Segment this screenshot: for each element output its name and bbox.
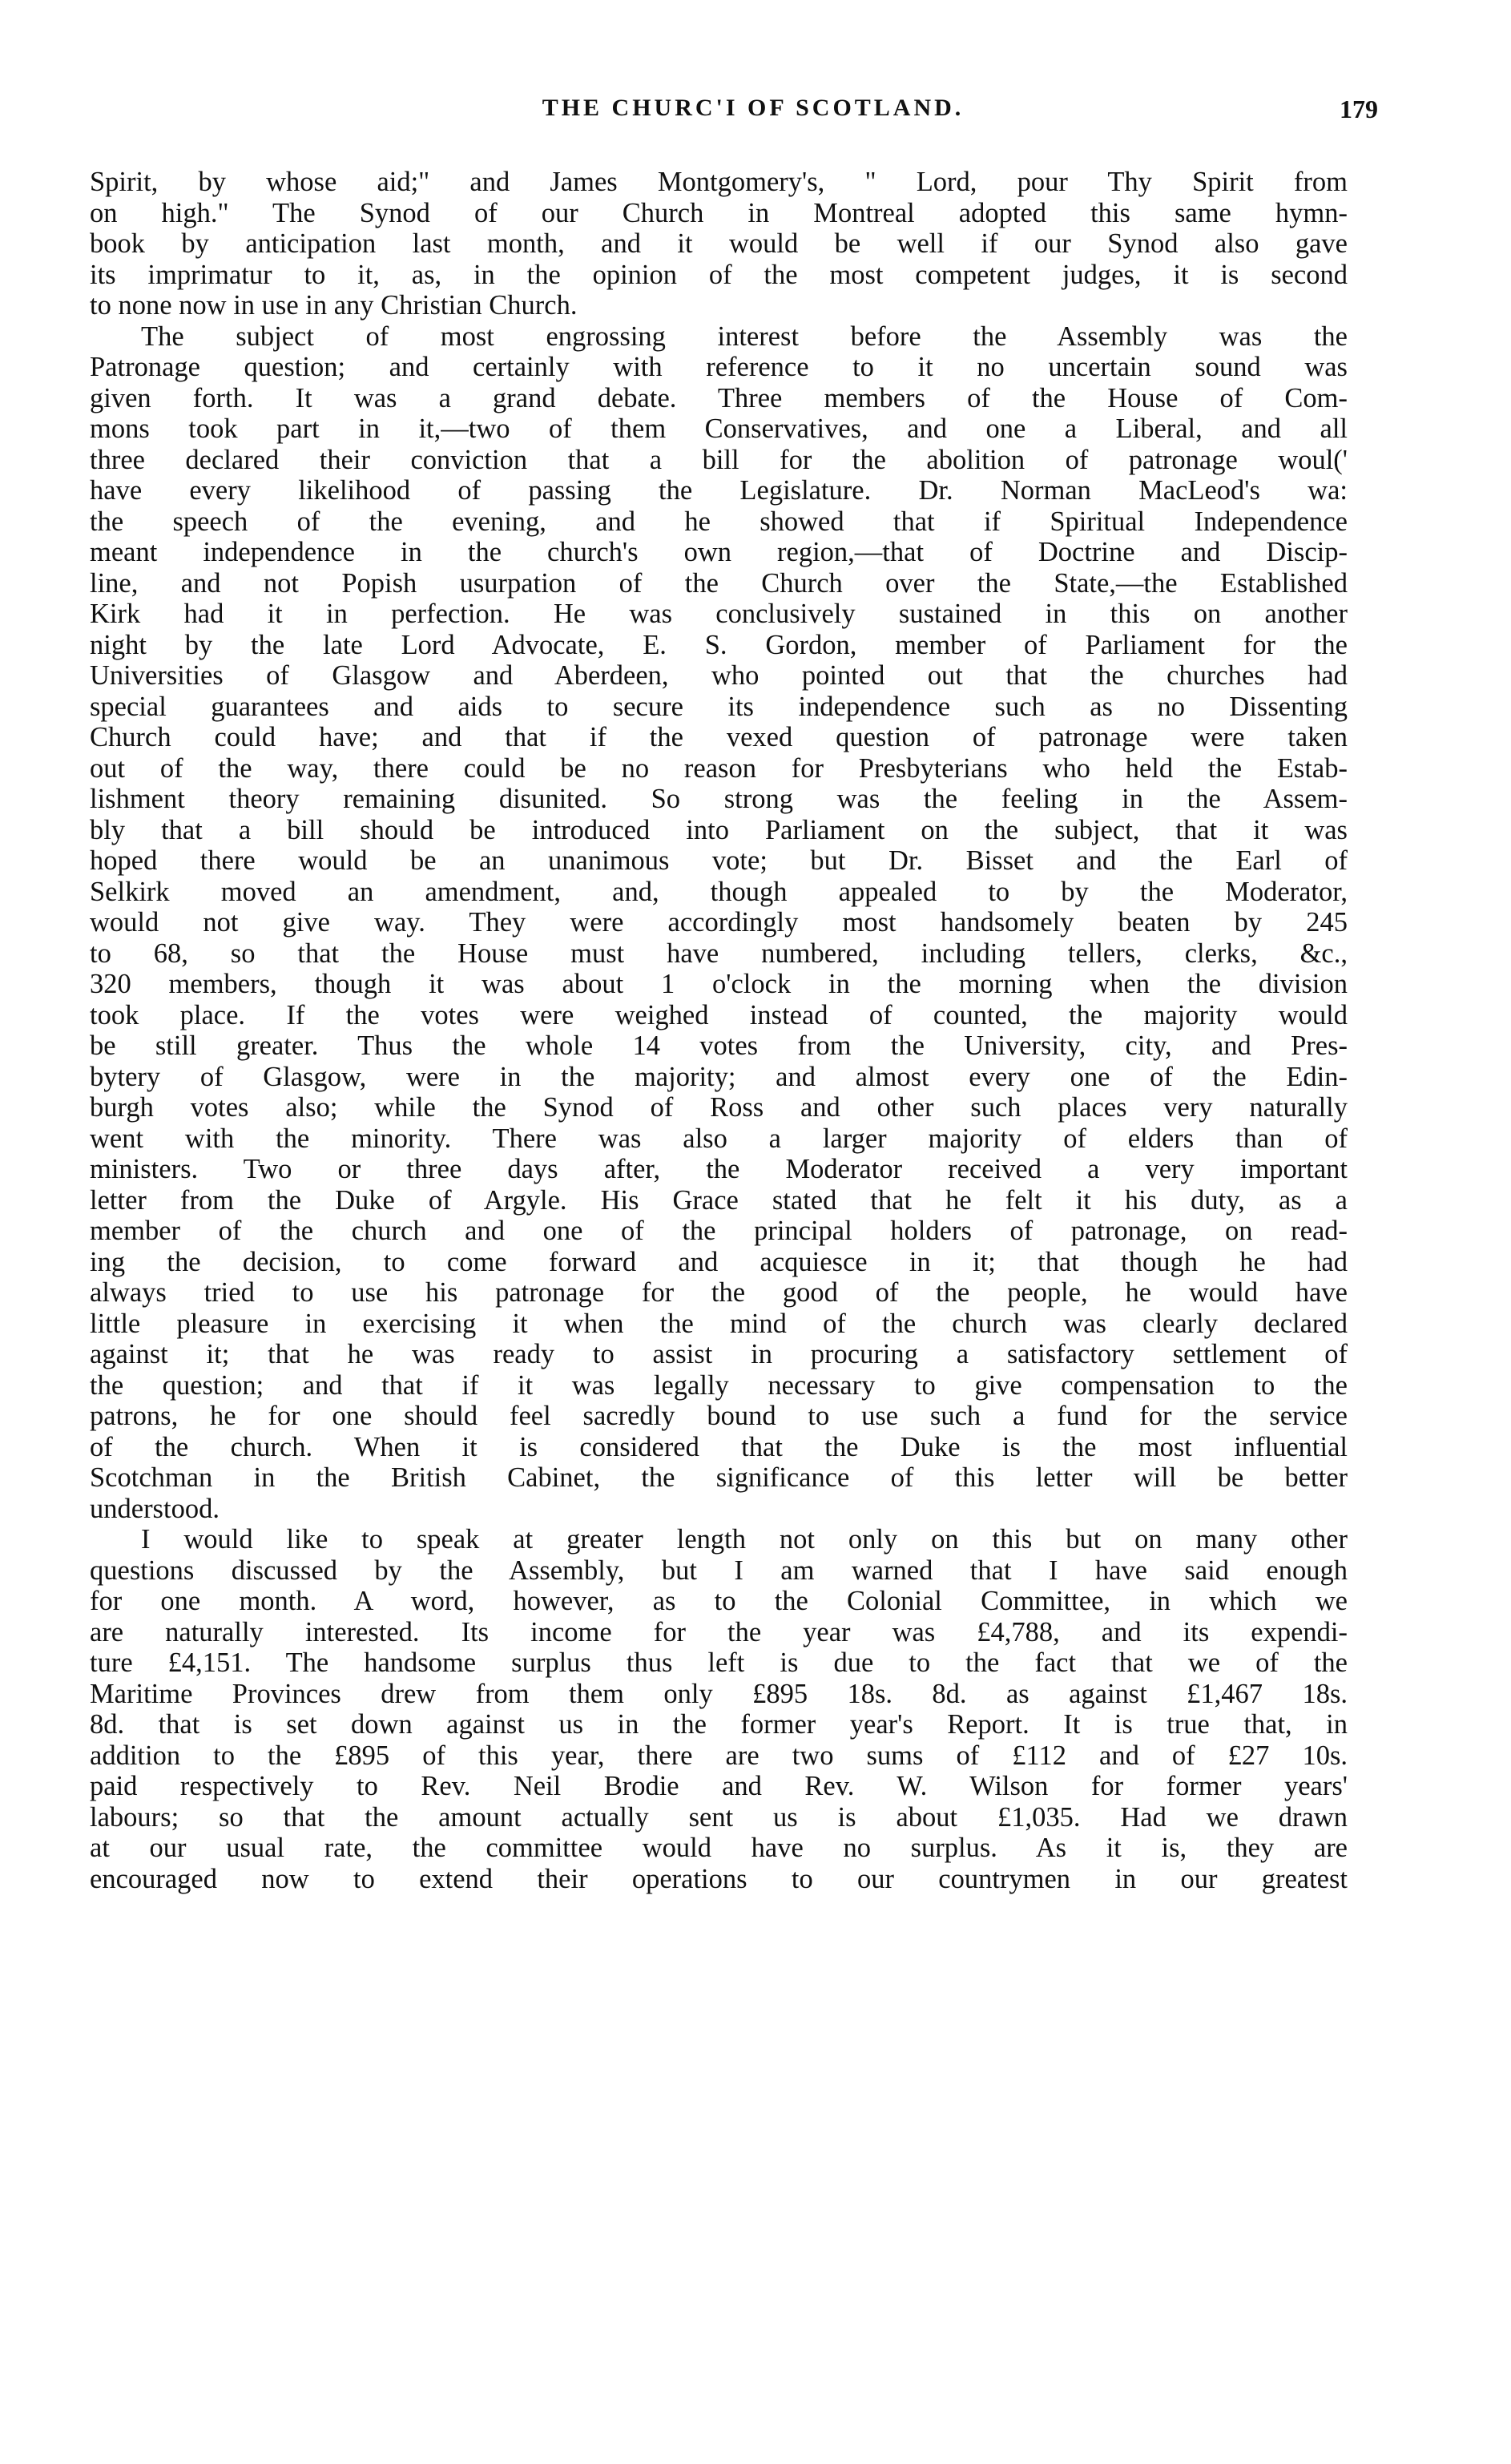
text-line: are naturally interested. Its income for the year was £4,788, and its expendi-: [90, 1616, 1348, 1647]
text-line: hoped there would be an unanimous vote; but Dr. Bisset and the Earl of: [90, 845, 1348, 876]
text-line: against it; that he was ready to assist in procuring a satisfactory settlement of: [90, 1339, 1348, 1369]
text-line: member of the church and one of the principal holders of patronage, on read-: [90, 1216, 1348, 1246]
text-line: to 68, so that the House must have numbered, including tellers, clerks, &c.,: [90, 938, 1348, 969]
text-line: Maritime Provinces drew from them only £895 18s. 8d. as against £1,467 18s.: [90, 1678, 1348, 1709]
text-line: would not give way. They were accordingly most handsomely beaten by 245: [90, 907, 1348, 938]
text-line: burgh votes also; while the Synod of Ross and other such places very naturally: [90, 1092, 1348, 1123]
text-line: little pleasure in exercising it when the mind of the church was clearly declared: [90, 1308, 1348, 1339]
text-line: questions discussed by the Assembly, but I am warned that I have said enough: [90, 1555, 1348, 1586]
running-head: THE CHURC'I OF SCOTLAND.: [542, 95, 965, 121]
text-line: at our usual rate, the committee would have no surplus. As it is, they are: [90, 1833, 1348, 1863]
text-line: meant independence in the church's own region,—that of Doctrine and Discip-: [90, 537, 1348, 567]
text-line: of the church. When it is considered that the Duke is the most influential: [90, 1431, 1348, 1462]
text-line: for one month. A word, however, as to the Colonial Committee, in which we: [90, 1586, 1348, 1616]
text-line: ministers. Two or three days after, the Moderator received a very important: [90, 1154, 1348, 1184]
text-line: bytery of Glasgow, were in the majority; and almost every one of the Edin-: [90, 1061, 1348, 1092]
text-line: encouraged now to extend their operations to our countrymen in our greatest: [90, 1863, 1348, 1894]
text-line: 320 members, though it was about 1 o'clock in the morning when the division: [90, 969, 1348, 999]
text-line: the speech of the evening, and he showed that if Spiritual Independence: [90, 506, 1348, 537]
text-line: The subject of most engrossing interest before the Assembly was the: [141, 321, 1348, 352]
page-number: 179: [1340, 95, 1378, 123]
text-line: Universities of Glasgow and Aberdeen, who pointed out that the churches had: [90, 660, 1348, 691]
text-line: special guarantees and aids to secure its independence such as no Dissenting: [90, 691, 1348, 722]
text-line: 8d. that is set down against us in the former year's Report. It is true that, in: [90, 1709, 1348, 1740]
text-line: Kirk had it in perfection. He was conclusively sustained in this on another: [90, 599, 1348, 629]
text-line: night by the late Lord Advocate, E. S. Gordon, member of Parliament for the: [90, 629, 1348, 660]
text-line: letter from the Duke of Argyle. His Grace stated that he felt it his duty, as a: [90, 1184, 1348, 1216]
text-line: three declared their conviction that a bill for the abolition of patronage woul(': [90, 444, 1348, 475]
text-line: the question; and that if it was legally necessary to give compensation to the: [90, 1369, 1348, 1401]
text-line: Spirit, by whose aid;" and James Montgomery's, " Lord, pour Thy Spirit from: [90, 167, 1348, 197]
text-line: labours; so that the amount actually sent us is about £1,035. Had we drawn: [90, 1801, 1348, 1833]
text-line: to none now in use in any Christian Church.: [90, 290, 578, 321]
text-line: understood.: [90, 1493, 220, 1524]
text-line: line, and not Popish usurpation of the Church over the State,—the Established: [90, 567, 1348, 599]
text-line: went with the minority. There was also a larger majority of elders than of: [90, 1123, 1348, 1154]
page-header: [128, 95, 1378, 135]
text-line: on high." The Synod of our Church in Montreal adopted this same hymn-: [90, 197, 1348, 228]
body-text: [90, 167, 1348, 1894]
text-line: Selkirk moved an amendment, and, though appealed to by the Moderator,: [90, 876, 1348, 907]
text-line: ing the decision, to come forward and acquiesce in it; that though he had: [90, 1246, 1348, 1277]
text-line: Patronage question; and certainly with reference to it no uncertain sound was: [90, 352, 1348, 382]
text-line: Church could have; and that if the vexed question of patronage were taken: [90, 722, 1348, 752]
text-line: have every likelihood of passing the Legislature. Dr. Norman MacLeod's wa:: [90, 475, 1348, 506]
text-line: patrons, he for one should feel sacredly bound to use such a fund for the service: [90, 1401, 1348, 1431]
text-line: lishment theory remaining disunited. So strong was the feeling in the Assem-: [90, 784, 1348, 814]
text-line: addition to the £895 of this year, there are two sums of £112 and of £27 10s.: [90, 1740, 1348, 1771]
text-line: out of the way, there could be no reason for Presbyterians who held the Estab-: [90, 752, 1348, 784]
text-line: paid respectively to Rev. Neil Brodie and Rev. W. Wilson for former years': [90, 1771, 1348, 1801]
text-line: its imprimatur to it, as, in the opinion of the most competent judges, it is second: [90, 259, 1348, 290]
text-line: be still greater. Thus the whole 14 votes from the University, city, and Pres-: [90, 1030, 1348, 1061]
text-line: I would like to speak at greater length not only on this but on many other: [141, 1524, 1348, 1555]
text-line: ture £4,151. The handsome surplus thus left is due to the fact that we of the: [90, 1647, 1348, 1678]
text-line: mons took part in it,—two of them Conservatives, and one a Liberal, and all: [90, 413, 1348, 444]
text-line: always tried to use his patronage for the good of the people, he would have: [90, 1277, 1348, 1308]
text-line: took place. If the votes were weighed instead of counted, the majority would: [90, 999, 1348, 1030]
text-line: book by anticipation last month, and it would be well if our Synod also gave: [90, 228, 1348, 259]
text-line: bly that a bill should be introduced into Parliament on the subject, that it was: [90, 814, 1348, 845]
text-line: given forth. It was a grand debate. Three members of the House of Com-: [90, 382, 1348, 413]
text-line: Scotchman in the British Cabinet, the significance of this letter will be better: [90, 1462, 1348, 1493]
